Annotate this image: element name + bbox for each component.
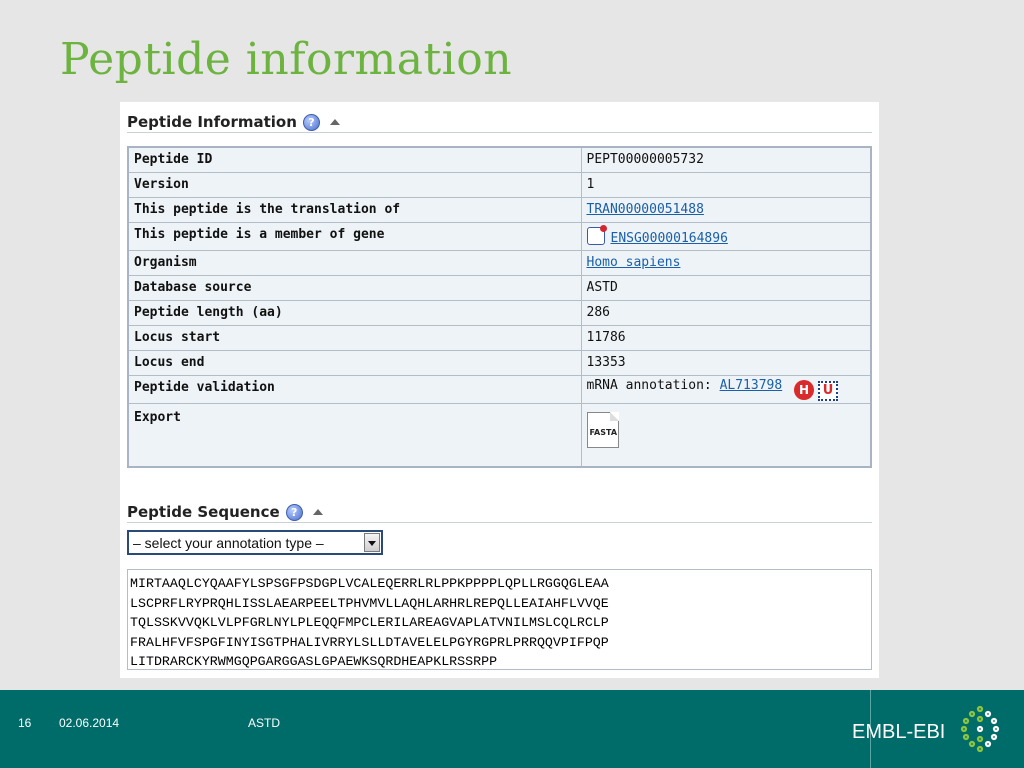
row-label: This peptide is the translation of [128, 197, 581, 222]
gene-link[interactable]: ENSG00000164896 [610, 230, 728, 246]
section-divider [127, 522, 872, 523]
footer-project: ASTD [248, 716, 281, 730]
database-source-value: ASTD [581, 275, 871, 300]
table-row [128, 403, 871, 467]
select-value: – select your annotation type – [133, 534, 324, 551]
row-label: Locus start [128, 325, 581, 350]
fasta-file-icon[interactable] [587, 412, 619, 448]
table-row [128, 172, 871, 197]
row-label: Database source [128, 275, 581, 300]
row-label: Version [128, 172, 581, 197]
peptide-panel [120, 102, 879, 678]
locus-end-value: 13353 [581, 350, 871, 375]
peptide-id-value: PEPT00000005732 [581, 147, 871, 172]
embl-ebi-logo [958, 705, 1002, 753]
row-label: Peptide length (aa) [128, 300, 581, 325]
u-icon[interactable]: U [818, 381, 838, 401]
collapse-up-icon[interactable] [313, 509, 323, 515]
gene-icon[interactable] [587, 227, 605, 245]
peptide-length-value: 286 [581, 300, 871, 325]
table-row [128, 197, 871, 222]
sequence-line: TQLSSKVVQKLVLPFGRLNYLPLEQQFMPCLERILAREAGVAPLATVNILMSLCQLRCLP [130, 615, 609, 630]
gene-cell [581, 222, 871, 250]
row-label: Peptide validation [128, 375, 581, 403]
row-label: Peptide ID [128, 147, 581, 172]
translation-cell [581, 197, 871, 222]
mrna-annotation-link[interactable]: AL713798 [719, 377, 783, 393]
table-row [128, 250, 871, 275]
peptide-info-heading: Peptide Information [127, 113, 297, 131]
organism-link[interactable]: Homo sapiens [586, 255, 681, 270]
table-row [128, 325, 871, 350]
table-row [128, 375, 871, 403]
table-row [128, 300, 871, 325]
sequence-box [127, 569, 872, 670]
h-icon[interactable]: H [794, 380, 814, 400]
row-label: Organism [128, 250, 581, 275]
slide-title: Peptide information [60, 34, 513, 85]
slide-footer [0, 690, 1024, 768]
sequence-line: FRALHFVFSPGFINYISGTPHALIVRRYLSLLDTAVELELPGYRGPRLPRRQQVPIFPQP [130, 634, 609, 650]
locus-start-value: 11786 [581, 325, 871, 350]
validation-cell [581, 375, 871, 403]
table-row [128, 350, 871, 375]
help-icon[interactable]: ? [286, 504, 303, 521]
annotation-type-select[interactable] [127, 530, 383, 555]
table-row [128, 275, 871, 300]
transcript-link[interactable]: TRAN00000051488 [586, 202, 704, 217]
row-label: This peptide is a member of gene [128, 222, 581, 250]
chevron-down-icon[interactable] [364, 533, 380, 552]
sequence-line: MIRTAAQLCYQAAFYLSPSGFPSDGPLVCALEQERRLRLPPKPPPPLQPLLRGGQGLEAA [130, 576, 609, 591]
sequence-line: LITDRARCKYRWMGQPGARGGASLGPAEWKSQRDHEAPKLRSSRPP [130, 654, 498, 669]
peptide-info-table [127, 146, 872, 468]
section-divider [127, 132, 872, 133]
brand-name: EMBL-EBI [852, 721, 946, 743]
table-row [128, 147, 871, 172]
peptide-sequence-heading: Peptide Sequence [127, 503, 280, 521]
table-row [128, 222, 871, 250]
validation-prefix: mRNA annotation: [586, 377, 712, 393]
collapse-up-icon[interactable] [330, 119, 340, 125]
organism-cell [581, 250, 871, 275]
help-icon[interactable]: ? [303, 114, 320, 131]
export-cell [581, 403, 871, 467]
slide-number: 16 [18, 716, 32, 730]
row-label: Export [128, 403, 581, 467]
peptide-info-header [127, 111, 340, 133]
peptide-sequence-header [127, 501, 323, 523]
row-label: Locus end [128, 350, 581, 375]
sequence-line: LSCPRFLRYPRQHLISSLAEARPEELTPHVMVLLAQHLARHRLREPQLLEAIAHFLVVQE [130, 595, 609, 611]
version-value: 1 [581, 172, 871, 197]
fasta-label: FASTA [589, 427, 618, 437]
footer-date: 02.06.2014 [59, 716, 120, 730]
